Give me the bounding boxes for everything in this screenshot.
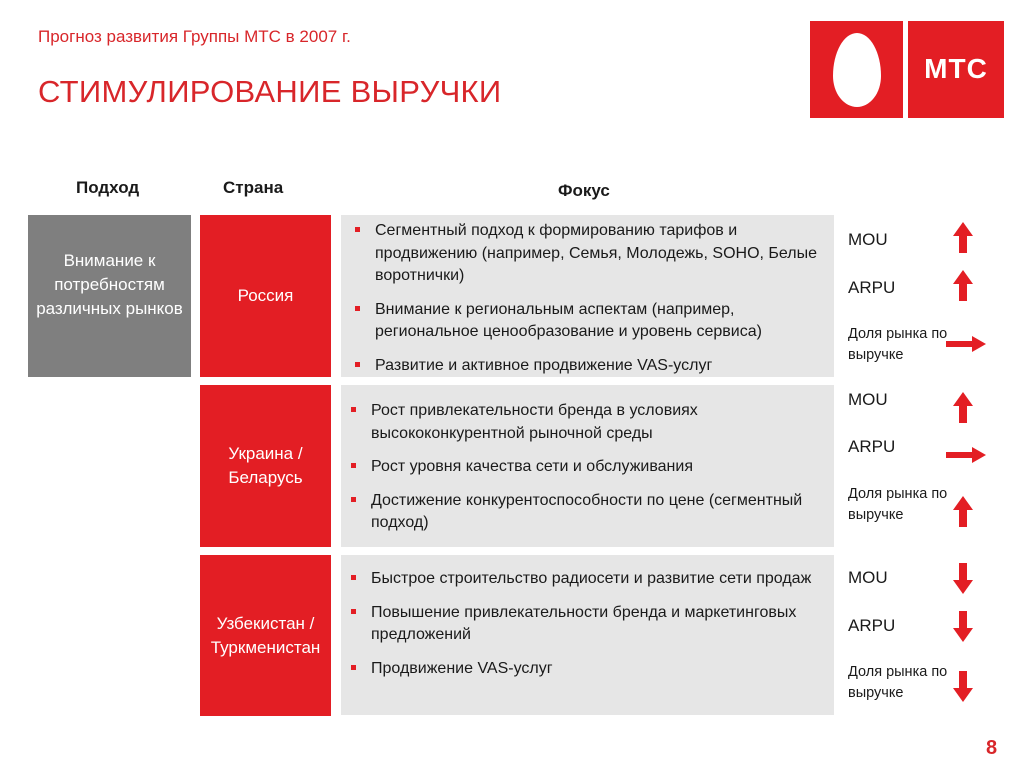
egg-icon bbox=[833, 33, 881, 107]
focus-bullet: Достижение конкурентоспособности по цене (сегментный подход) bbox=[349, 490, 826, 535]
focus-box-russia bbox=[341, 215, 834, 377]
country-box-russia bbox=[200, 215, 331, 377]
trend-arrow-icon bbox=[946, 608, 986, 646]
focus-bullet: Повышение привлекательности бренда и маркетинговых предложений bbox=[349, 602, 826, 647]
trend-arrow-icon bbox=[946, 390, 986, 428]
slide-title: СТИМУЛИРОВАНИЕ ВЫРУЧКИ bbox=[38, 74, 502, 109]
page-number: 8 bbox=[986, 737, 998, 759]
column-header-country: Страна bbox=[223, 178, 284, 197]
country-box-ukraine-belarus bbox=[200, 385, 331, 547]
focus-bullet: Рост привлекательности бренда в условиях высококонкурентной рыночной среды bbox=[349, 400, 826, 445]
trend-arrow-icon bbox=[946, 560, 986, 598]
metric-label-market-share: Доля рынка по выручке bbox=[848, 326, 948, 363]
focus-box-uzbekistan-turkmenistan bbox=[341, 555, 834, 715]
focus-bullet: Рост уровня качества сети и обслуживания bbox=[349, 456, 826, 479]
focus-bullet: Сегментный подход к формированию тарифов и продвижению (например, Семья, Молодежь, SOHO, Белые воротнички) bbox=[353, 220, 826, 288]
metric-label-arpu: ARPU bbox=[848, 616, 896, 635]
logo-text: МТС bbox=[924, 53, 988, 84]
country-label: Узбекистан / Туркменистан bbox=[210, 613, 321, 657]
metric-label-mou: MOU bbox=[848, 568, 888, 587]
country-box-uzbekistan-turkmenistan bbox=[200, 555, 331, 716]
focus-bullet: Продвижение VAS-услуг bbox=[349, 658, 826, 681]
slide-subtitle: Прогноз развития Группы МТС в 2007 г. bbox=[38, 27, 351, 46]
metric-label-mou: MOU bbox=[848, 230, 888, 249]
trend-arrow-icon bbox=[944, 325, 988, 363]
focus-bullet: Внимание к региональным аспектам (например, региональное ценообразование и уровень сервиса) bbox=[353, 299, 826, 344]
trend-arrow-icon bbox=[946, 494, 986, 532]
column-header-approach: Подход bbox=[76, 178, 140, 197]
focus-box-ukraine-belarus bbox=[341, 385, 834, 547]
metric-label-arpu: ARPU bbox=[848, 437, 896, 456]
logo-egg-square bbox=[810, 21, 903, 118]
approach-box: Внимание к потребностям различных рынков bbox=[28, 215, 191, 377]
focus-bullet: Развитие и активное продвижение VAS-услуг bbox=[353, 355, 826, 378]
trend-arrow-icon bbox=[944, 436, 988, 474]
metric-label-mou: MOU bbox=[848, 390, 888, 409]
trend-arrow-icon bbox=[946, 268, 986, 306]
metric-label-arpu: ARPU bbox=[848, 278, 896, 297]
country-label: Украина / Беларусь bbox=[228, 444, 303, 487]
trend-arrow-icon bbox=[946, 668, 986, 706]
metric-label-market-share: Доля рынка по выручке bbox=[848, 664, 948, 701]
metric-label-market-share: Доля рынка по выручке bbox=[848, 486, 948, 523]
trend-arrow-icon bbox=[946, 220, 986, 258]
column-header-focus: Фокус bbox=[558, 181, 610, 200]
focus-bullet: Быстрое строительство радиосети и развитие сети продаж bbox=[349, 568, 826, 591]
mts-logo bbox=[810, 21, 1004, 118]
country-label: Россия bbox=[237, 286, 294, 305]
